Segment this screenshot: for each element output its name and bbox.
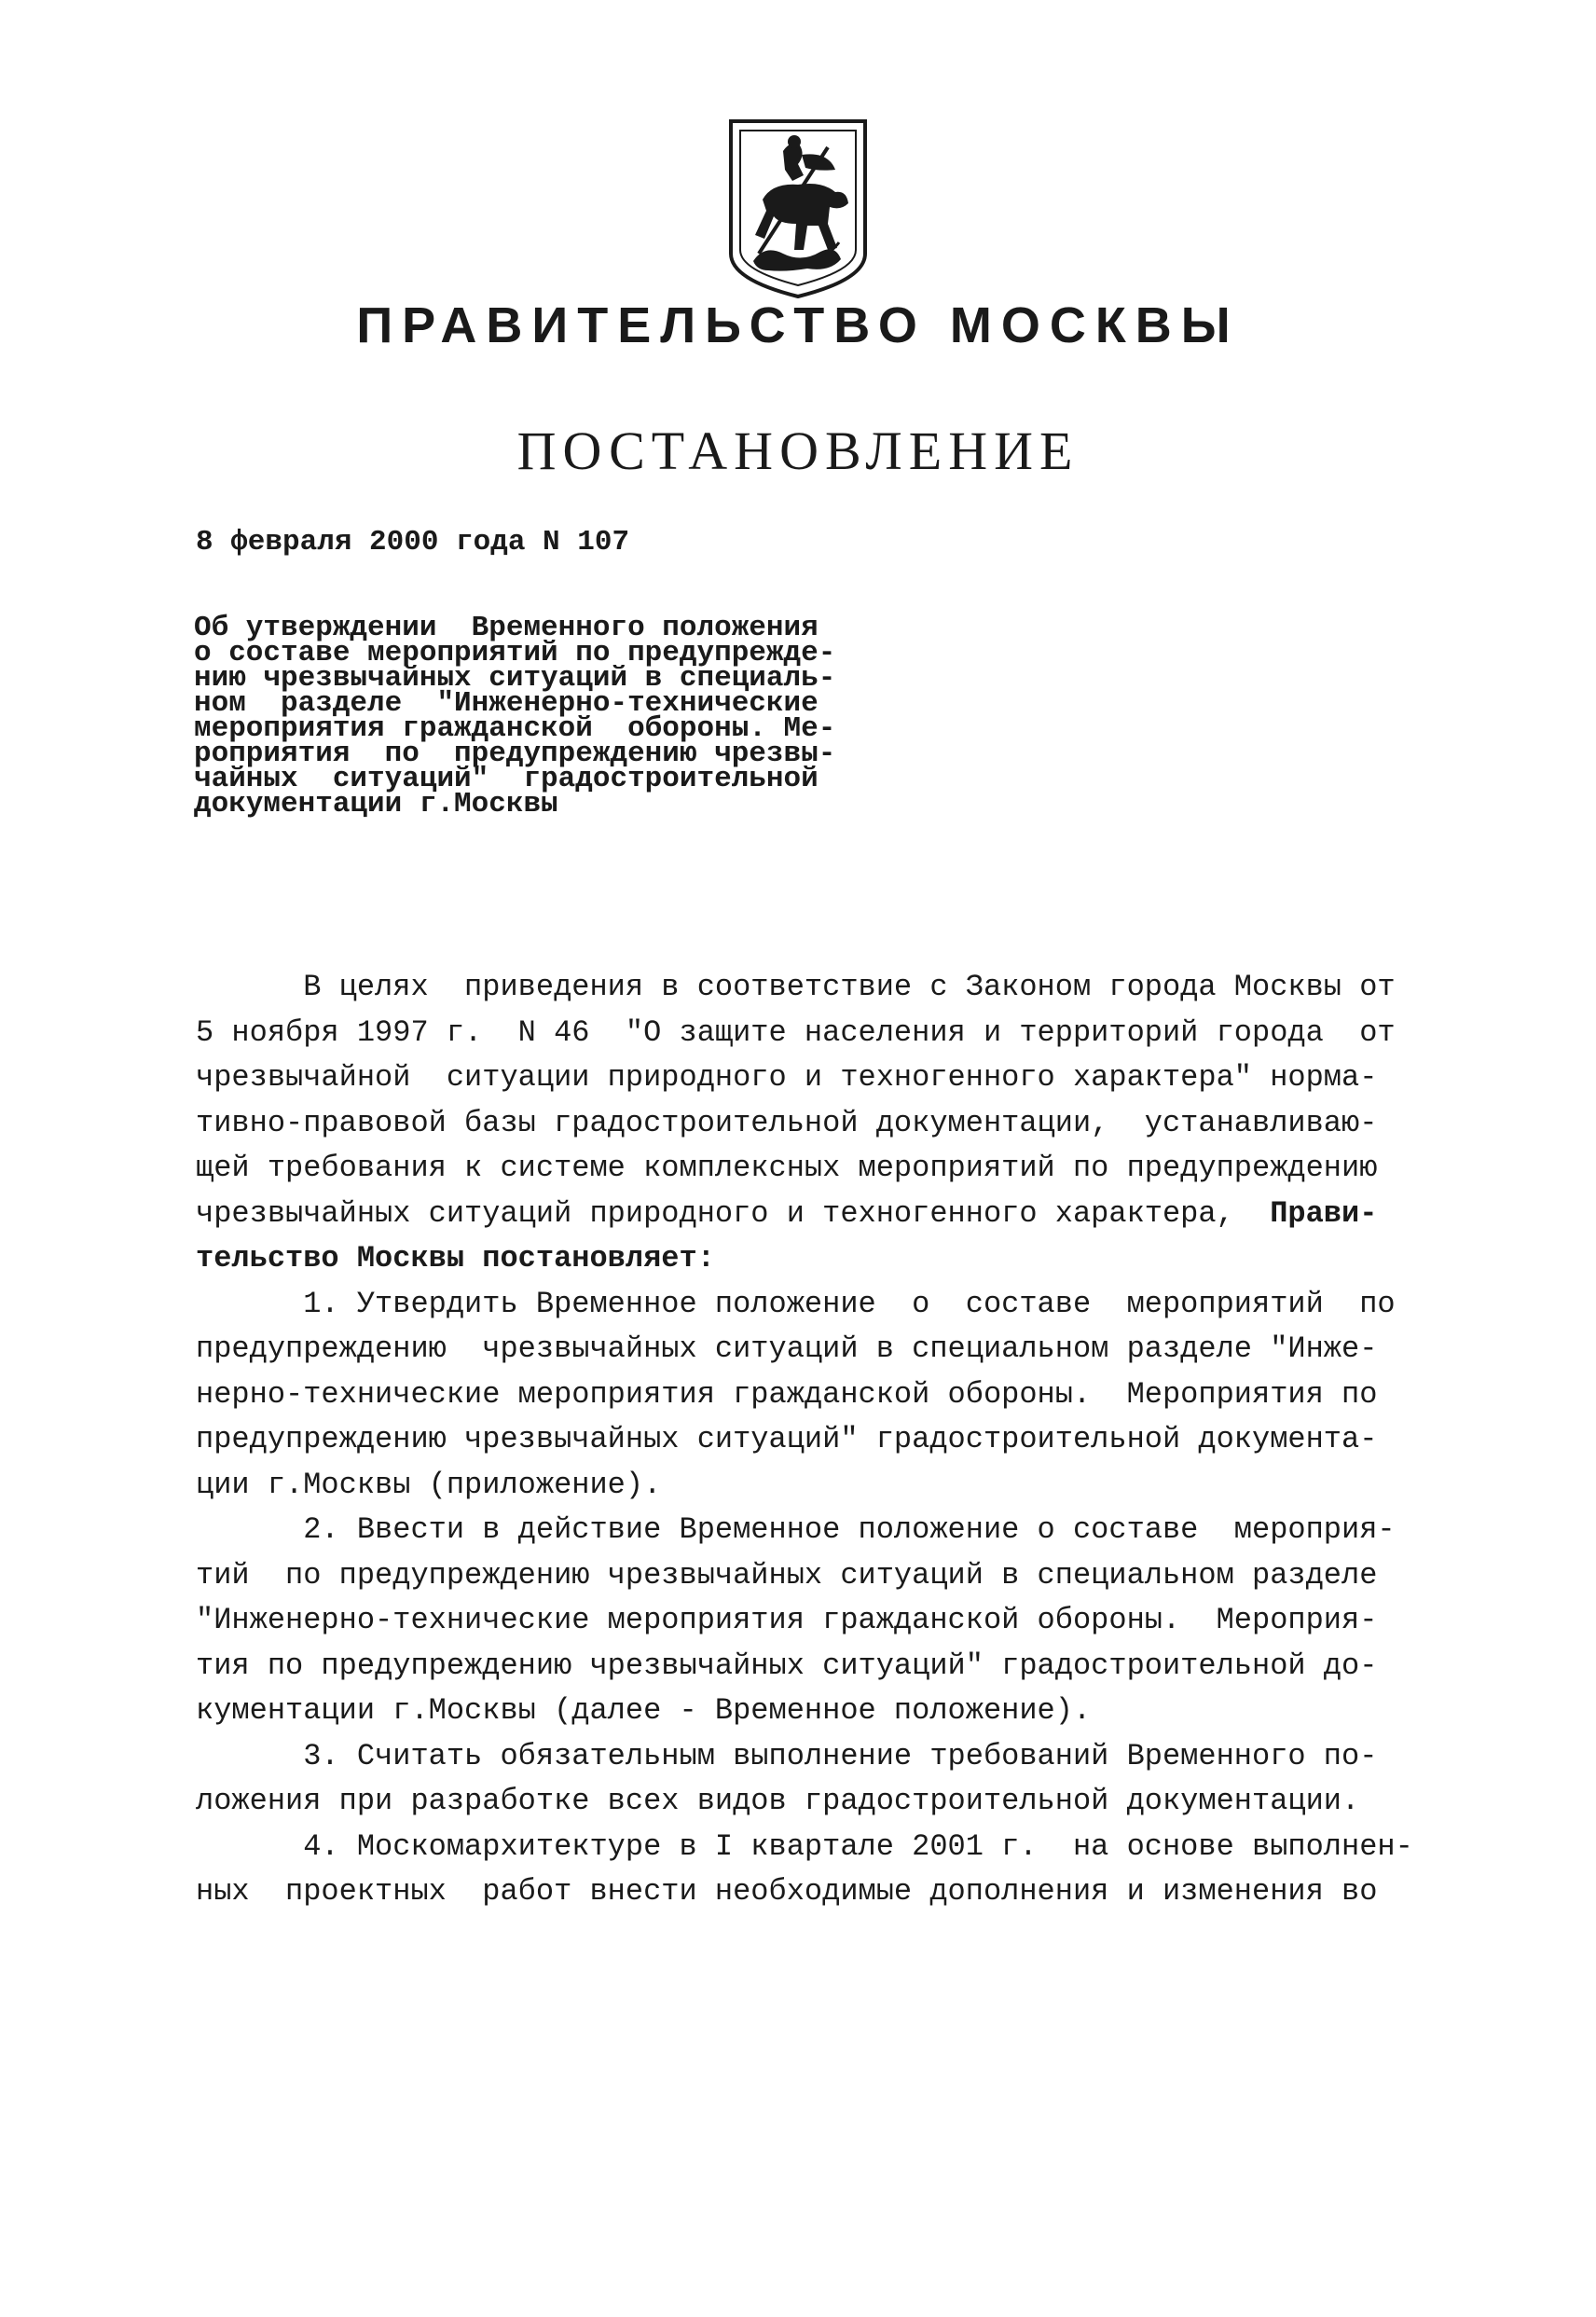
body-line: ных проектных работ внести необходимые дополнения и изменения во — [196, 1874, 1378, 1909]
body-line: щей требования к системе комплексных мероприятий по предупреждению — [196, 1151, 1378, 1185]
body-line: предупреждению чрезвычайных ситуаций в специальном разделе "Инже- — [196, 1331, 1378, 1366]
subject-line: документации г.Москвы — [194, 788, 558, 821]
body-line: 1. Утвердить Временное положение о составе мероприятий по — [196, 1286, 1396, 1321]
body-line: тивно-правовой базы градостроительной документации, устанавливаю- — [196, 1105, 1378, 1140]
body-line-bold — [196, 1236, 1473, 1282]
body-line: нерно-технические мероприятия гражданской обороны. Мероприятия по — [196, 1376, 1378, 1412]
bold-word-pravi: Прави- — [1270, 1195, 1378, 1231]
document-body — [196, 965, 1473, 1915]
body-line: В целях приведения в соответствие с Законом города Москвы от — [196, 970, 1396, 1004]
body-line: 3. Считать обязательным выполнение требований Временного по- — [196, 1738, 1378, 1773]
organization-title: ПРАВИТЕЛЬСТВО МОСКВЫ — [356, 297, 1240, 353]
body-line-with-bold — [196, 1192, 1473, 1237]
body-line-text: чрезвычайных ситуаций природного и техногенного характера, — [196, 1195, 1271, 1231]
body-line: предупреждению чрезвычайных ситуаций" градостроительной документа- — [196, 1422, 1378, 1456]
body-line: тия по предупреждению чрезвычайных ситуаций" градостроительной до- — [196, 1648, 1378, 1683]
body-line: 5 ноября 1997 г. N 46 "О защите населения и территорий города от — [196, 1014, 1396, 1050]
moscow-coat-of-arms-icon — [718, 114, 878, 300]
document-date-number: 8 февраля 2000 года N 107 — [196, 526, 630, 559]
bold-text-postanovlyaet: тельство Москвы постановляет: — [196, 1241, 715, 1276]
subject-line: Об утверждении Временного положения — [194, 612, 819, 644]
body-line: кументации г.Москвы (далее - Временное положение). — [196, 1693, 1092, 1728]
body-line: ложения при разработке всех видов градостроительной документации. — [196, 1784, 1360, 1818]
subject-line: о составе мероприятий по предупрежде- — [194, 637, 836, 669]
document-type: ПОСТАНОВЛЕНИЕ — [516, 421, 1080, 481]
subject-line: роприятия по предупреждению чрезвы- — [194, 738, 836, 770]
subject-line: ном разделе "Инженерно-технические — [194, 687, 819, 720]
body-line: 4. Москомархитектуре в I квартале 2001 г. на основе выполнен- — [196, 1828, 1413, 1864]
subject-line: чайных ситуаций" градостроительной — [194, 763, 819, 795]
body-line: ции г.Москвы (приложение). — [196, 1467, 662, 1502]
subject-line: мероприятия гражданской обороны. Ме- — [194, 712, 836, 745]
body-line: 2. Ввести в действие Временное положение о составе мероприя- — [196, 1512, 1396, 1547]
document-subject — [194, 612, 902, 821]
body-line: чрезвычайной ситуации природного и техногенного характера" норма- — [196, 1060, 1378, 1095]
subject-line: нию чрезвычайных ситуаций в специаль- — [194, 662, 836, 695]
body-line: "Инженерно-технические мероприятия гражданской обороны. Мероприя- — [196, 1603, 1378, 1637]
body-line: тий по предупреждению чрезвычайных ситуаций в специальном разделе — [196, 1557, 1378, 1593]
